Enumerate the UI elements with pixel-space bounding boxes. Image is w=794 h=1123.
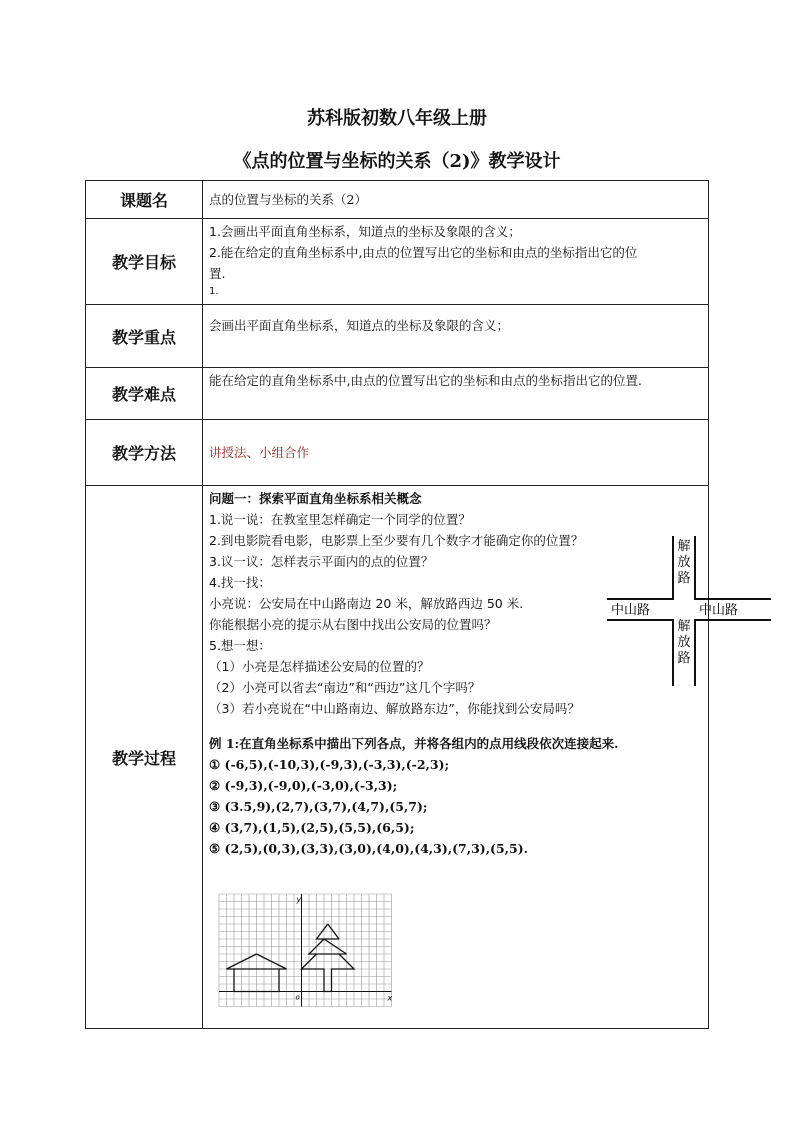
road-map-diagram xyxy=(607,536,779,686)
example-line: 例 1:在直角坐标系中描出下列各点，并将各组内的点用线段依次连接起来. xyxy=(209,736,619,751)
process-line: 2.到电影院看电影，电影票上至少要有几个数字才能确定你的位置？ xyxy=(209,533,584,548)
process-line: 4.找一找： xyxy=(209,575,271,590)
label-method: 教学方法 xyxy=(86,420,203,486)
example-line: ④ (3,7),(1,5),(2,5),(5,5),(6,5); xyxy=(209,820,415,835)
process-line: 问题一：探索平面直角坐标系相关概念 xyxy=(209,491,422,506)
coordinate-grid-figure xyxy=(217,892,399,1010)
value-goals xyxy=(203,219,709,305)
row-goals xyxy=(86,219,709,305)
label-process: 教学过程 xyxy=(86,486,203,1029)
process-line: 小亮说：公安局在中山路南边 20 米，解放路西边 50 米. xyxy=(209,596,524,611)
row-method xyxy=(86,420,709,486)
process-line: 1.说一说：在教室里怎样确定一个同学的位置？ xyxy=(209,512,471,527)
goal-line: 1.会画出平面直角坐标系，知道点的坐标及象限的含义； xyxy=(209,224,521,239)
road-label-zhongshan-right: 中山路 xyxy=(699,603,739,618)
value-process xyxy=(203,486,739,1029)
origin-label: o xyxy=(295,993,300,1002)
process-line: 3.议一议：怎样表示平面内的点的位置？ xyxy=(209,554,434,569)
road-label-jiefang-bottom: 解放路 xyxy=(677,619,691,666)
lesson-table xyxy=(85,180,739,1029)
road-label-jiefang-top: 解放路 xyxy=(677,539,691,586)
row-process xyxy=(86,486,709,1029)
process-line: （3）若小亮说在“中山路南边、解放路东边”，你能找到公安局吗？ xyxy=(209,701,580,716)
row-difficulty xyxy=(86,368,709,420)
value-key: 会画出平面直角坐标系，知道点的坐标及象限的含义； xyxy=(203,305,709,368)
y-axis-label: y xyxy=(296,895,302,904)
example-line: ⑤ (2,5),(0,3),(3,3),(3,0),(4,0),(4,3),(7,3),(5,5). xyxy=(209,841,528,856)
process-line: 5.想一想： xyxy=(209,638,271,653)
value-method: 讲授法、小组合作 xyxy=(203,420,709,486)
process-line: （1）小亮是怎样描述公安局的位置的？ xyxy=(209,659,430,674)
label-key: 教学重点 xyxy=(86,305,203,368)
value-topic: 点的位置与坐标的关系（2） xyxy=(203,181,709,219)
example-line: ③ (3.5,9),(2,7),(3,7),(4,7),(5,7); xyxy=(209,799,428,814)
goal-line: 1. xyxy=(209,286,219,297)
x-axis-label: x xyxy=(387,993,393,1003)
label-goals: 教学目标 xyxy=(86,219,203,305)
example-line: ① (-6,5),(-10,3),(-9,3),(-3,3),(-2,3); xyxy=(209,757,450,772)
process-line: （2）小亮可以省去“南边”和“西边”这几个字吗？ xyxy=(209,680,481,695)
row-topic xyxy=(86,181,709,219)
process-line: 你能根据小亮的提示从右图中找出公安局的位置吗？ xyxy=(209,617,497,632)
row-key xyxy=(86,305,709,368)
process-content xyxy=(209,488,739,1026)
document-title-line1: 苏科版初数八年级上册 xyxy=(307,108,487,129)
label-topic: 课题名 xyxy=(86,181,203,219)
figure-segment xyxy=(302,954,355,992)
road-label-zhongshan-left: 中山路 xyxy=(611,603,651,618)
goal-line: 置. xyxy=(209,266,226,281)
value-difficulty: 能在给定的直角坐标系中,由点的位置写出它的坐标和由点的坐标指出它的位置. xyxy=(203,368,709,420)
example-line: ② (-9,3),(-9,0),(-3,0),(-3,3); xyxy=(209,778,398,793)
goal-line: 2.能在给定的直角坐标系中,由点的位置写出它的坐标和由点的坐标指出它的位 xyxy=(209,245,638,260)
document-title-line2: 《点的位置与坐标的关系（2)》教学设计 xyxy=(233,151,561,172)
label-difficulty: 教学难点 xyxy=(86,368,203,420)
